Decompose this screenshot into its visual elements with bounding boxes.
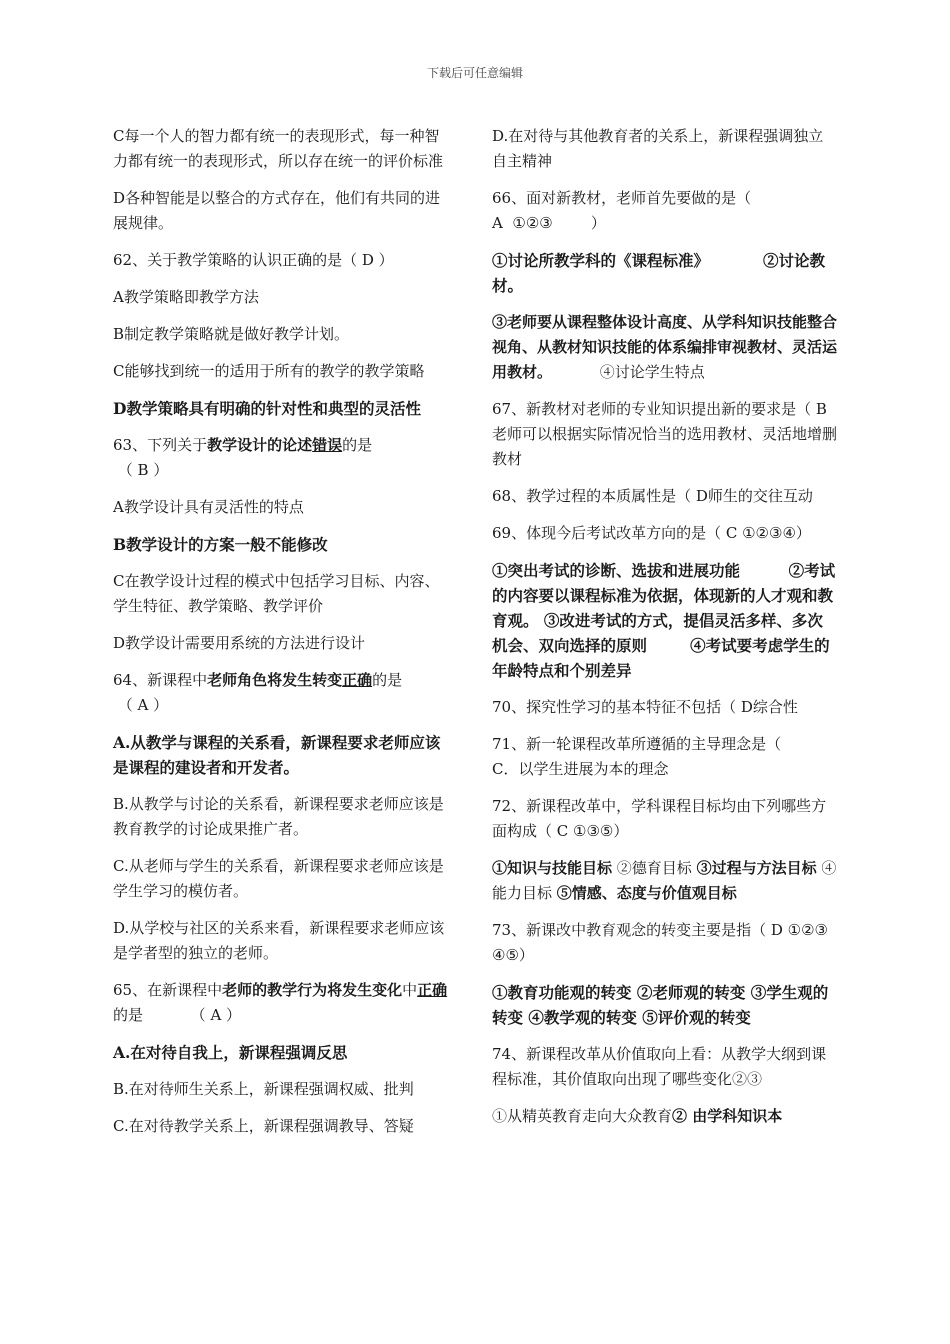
option-c-paragraph: C每一个人的智力都有统一的表现形式，每一种智力都有统一的表现形式，所以存在统一的评价标准: [113, 127, 444, 170]
question-62-option-d: D教学策略具有明确的针对性和典型的灵活性: [113, 399, 421, 418]
question-65: [113, 978, 453, 1028]
question-64-option-a: A.从教学与课程的关系看，新课程要求老师应该是课程的建设者和开发者。: [113, 733, 441, 777]
question-73: 73、新课改中教育观念的转变主要是指（ D ①②③④⑤）: [492, 921, 828, 964]
question-62-option-c: C能够找到统一的适用于所有的教学的教学策略: [113, 362, 425, 380]
question-63-option-c: C在教学设计过程的模式中包括学习目标、内容、学生特征、教学策略、教学评价: [113, 572, 440, 615]
question-65-suffix: 的是 （ A ）: [113, 1006, 242, 1024]
question-74-item-1: ①从精英教育走向大众教育: [492, 1107, 673, 1125]
question-71: 71、新一轮课程改革所遵循的主导理念是（ C．以学生进展为本的理念: [492, 735, 782, 778]
question-65-prefix: 65、在新课程中: [113, 981, 223, 999]
right-column: [492, 124, 837, 1141]
question-63-underlined: 错误: [312, 436, 343, 454]
question-65-option-c: C.在对待教学关系上，新课程强调教导、答疑: [113, 1117, 414, 1135]
question-62-option-a: A教学策略即教学方法: [113, 288, 259, 306]
question-74: 74、新课程改革从价值取向上看：从教学大纲到课程标准，其价值取向出现了哪些变化②③: [492, 1045, 827, 1088]
question-65-mid: 中: [402, 981, 418, 999]
option-d-paragraph: D各种智能是以整合的方式存在，他们有共同的进展规律。: [113, 189, 441, 232]
page-header: 下载后可任意编辑: [426, 66, 523, 80]
question-68: 68、教学过程的本质属性是（ D师生的交往互动: [492, 487, 813, 505]
question-69-items: ①突出考试的诊断、选拔和进展功能 ②考试的内容要以课程标准为依据，体现新的人才观和教育观。 ③改进考试的方式，提倡灵活多样、多次机会、双向选择的原则 ④考试要考虑学生的年龄特点和个别差异: [492, 561, 836, 680]
question-72-item-2: ②德育目标: [612, 859, 697, 877]
question-65-option-b: B.在对待师生关系上，新课程强调权威、批判: [113, 1080, 414, 1098]
question-69: 69、体现今后考试改革方向的是（ C ①②③④）: [492, 524, 811, 542]
question-63-option-a: A教学设计具有灵活性的特点: [113, 498, 304, 516]
question-64-underlined: 正确: [342, 671, 373, 689]
question-72-item-4: ④能力目标: [492, 859, 837, 902]
question-64-suffix: 的是 （ A ）: [117, 671, 403, 714]
question-62: 62、关于教学策略的认识正确的是（ D ）: [113, 251, 394, 269]
question-64-option-c: C.从老师与学生的关系看，新课程要求老师应该是学生学习的模仿者。: [113, 857, 444, 900]
question-64-option-d: D.从学校与社区的关系来看，新课程要求老师应该是学者型的独立的老师。: [113, 919, 445, 962]
question-72-item-5: ⑤情感、态度与价值观目标: [556, 884, 737, 902]
question-66: 66、面对新教材，老师首先要做的是（ A ①②③ ）: [492, 189, 752, 232]
question-74-items: [492, 1104, 837, 1129]
question-72-item-1: ①知识与技能目标: [492, 859, 613, 877]
question-72-item-3: ③过程与方法目标: [696, 859, 817, 877]
question-66-items-1: ①讨论所教学科的《课程标准》 ②讨论教材。: [492, 251, 825, 295]
question-63-bold: 教学设计的论述: [207, 436, 313, 454]
question-63-option-b: B教学设计的方案一般不能修改: [113, 535, 328, 554]
question-65-option-a: A.在对待自我上，新课程强调反思: [113, 1043, 348, 1062]
question-64-bold: 老师角色将发生转变: [207, 671, 343, 689]
question-63: [113, 433, 453, 483]
question-66-item-3: ③老师要从课程整体设计高度、从学科知识技能整合视角、从教材知识技能的体系编排审视教材、灵活运用教材。: [492, 313, 838, 381]
question-63-option-d: D教学设计需要用系统的方法进行设计: [113, 634, 366, 652]
question-63-prefix: 63、下列关于: [113, 436, 208, 454]
question-62-option-b: B制定教学策略就是做好教学计划。: [113, 325, 350, 343]
question-64: [113, 668, 453, 718]
question-72: 72、新课程改革中，学科课程目标均由下列哪些方面构成（ C ①③⑤）: [492, 797, 827, 840]
question-66-item-4: ④讨论学生特点: [552, 363, 705, 381]
question-66-items-2: [492, 310, 837, 385]
question-65-underlined: 正确: [417, 981, 448, 999]
question-63-suffix: 的是 （ B ）: [117, 436, 373, 479]
question-64-option-b: B.从教学与讨论的关系看，新课程要求老师应该是教育教学的讨论成果推广者。: [113, 795, 444, 838]
question-65-option-d: D.在对待与其他教育者的关系上，新课程强调独立自主精神: [492, 127, 824, 170]
question-70: 70、探究性学习的基本特征不包括（ D综合性: [492, 698, 798, 716]
question-67: 67、新教材对老师的专业知识提出新的要求是（ B老师可以根据实际情况恰当的选用教材、灵活地增删教材: [492, 400, 838, 468]
question-64-prefix: 64、新课程中: [113, 671, 208, 689]
question-73-items: ①教育功能观的转变 ②老师观的转变 ③学生观的转变 ④教学观的转变 ⑤评价观的转变: [492, 983, 829, 1027]
question-74-item-2: ② 由学科知识本: [672, 1107, 783, 1125]
question-72-items: [492, 856, 837, 906]
question-65-bold: 老师的教学行为将发生变化: [222, 981, 403, 999]
left-column: [113, 124, 453, 1151]
